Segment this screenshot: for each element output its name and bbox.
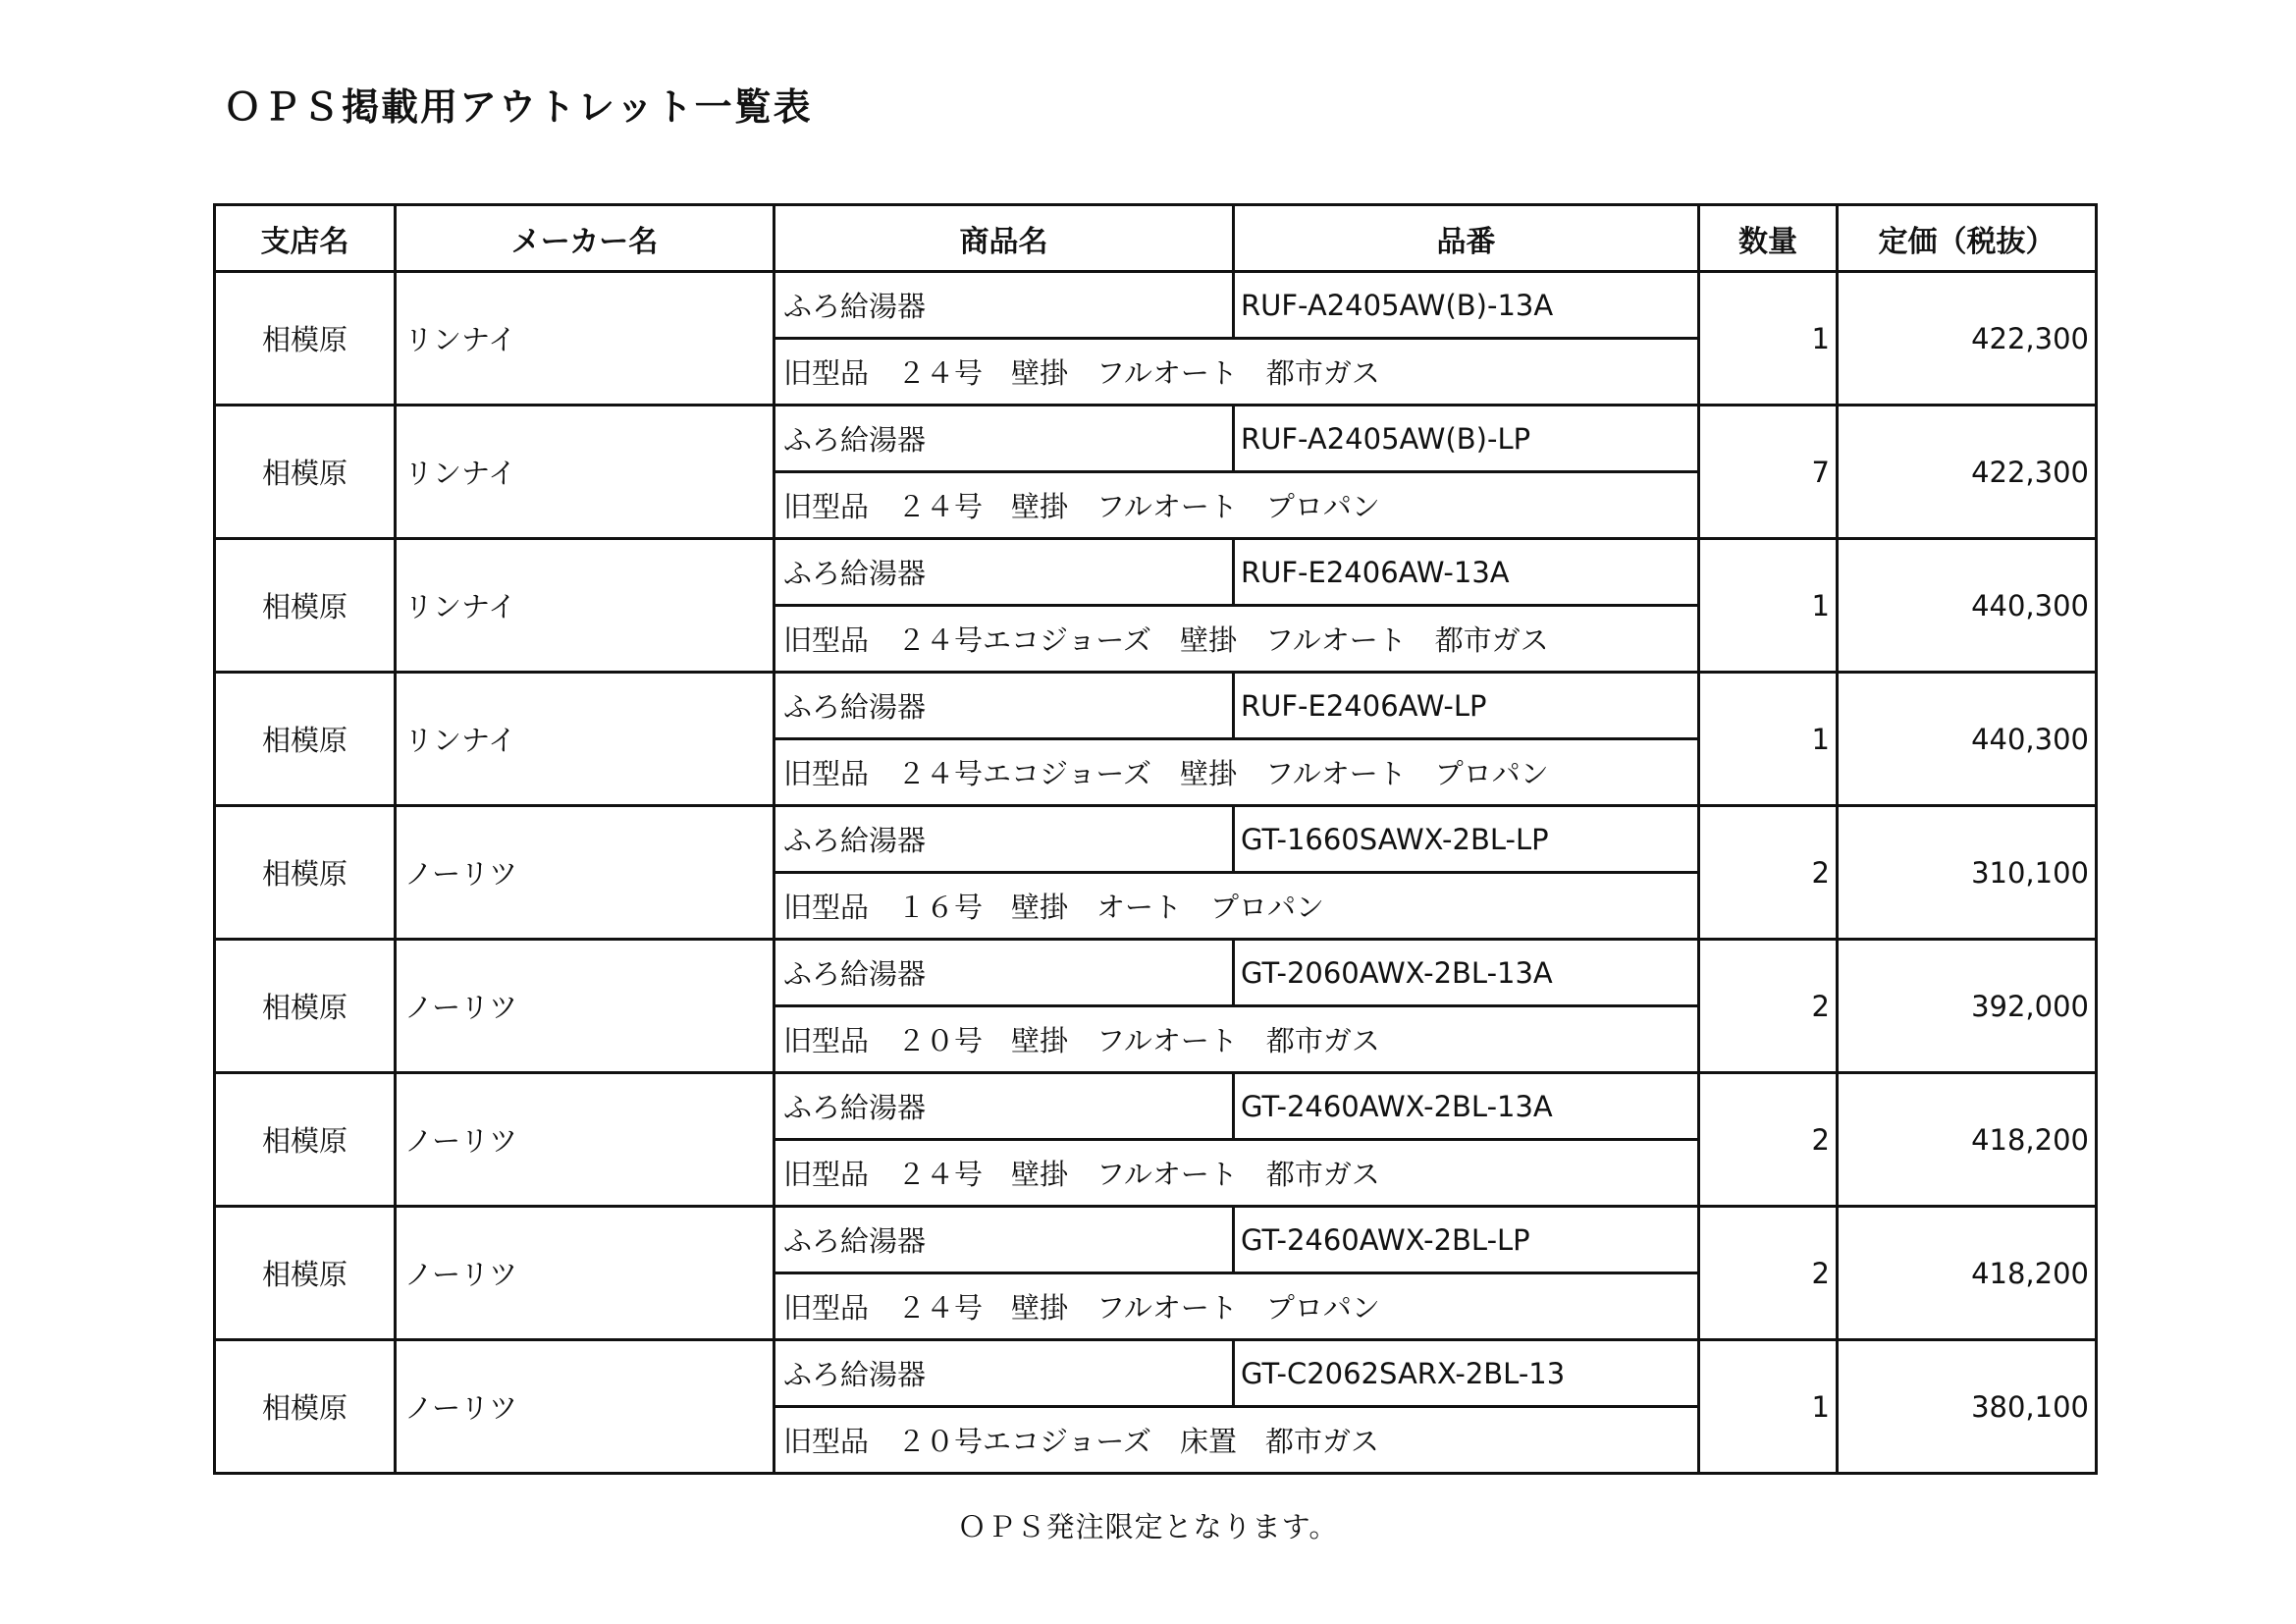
cell-model: GT-2060AWX-2BL-13A bbox=[1234, 940, 1699, 1006]
cell-price: 418,200 bbox=[1838, 1207, 2097, 1340]
outlet-table bbox=[213, 203, 2098, 1475]
cell-price: 418,200 bbox=[1838, 1073, 2097, 1207]
cell-description: 旧型品 ２４号 壁掛 フルオート 都市ガス bbox=[774, 339, 1699, 406]
cell-branch: 相模原 bbox=[215, 1340, 396, 1474]
cell-qty: 1 bbox=[1699, 1340, 1838, 1474]
cell-description: 旧型品 ２０号 壁掛 フルオート 都市ガス bbox=[774, 1006, 1699, 1073]
cell-product: ふろ給湯器 bbox=[774, 806, 1234, 873]
cell-model: GT-1660SAWX-2BL-LP bbox=[1234, 806, 1699, 873]
cell-model: RUF-A2405AW(B)-13A bbox=[1234, 272, 1699, 339]
cell-maker: リンナイ bbox=[396, 406, 774, 539]
cell-branch: 相模原 bbox=[215, 940, 396, 1073]
cell-price: 422,300 bbox=[1838, 406, 2097, 539]
table-row bbox=[215, 1340, 2097, 1407]
cell-qty: 1 bbox=[1699, 539, 1838, 673]
table-body bbox=[215, 272, 2097, 1474]
cell-maker: ノーリツ bbox=[396, 1073, 774, 1207]
table-row bbox=[215, 272, 2097, 339]
cell-branch: 相模原 bbox=[215, 673, 396, 806]
cell-price: 380,100 bbox=[1838, 1340, 2097, 1474]
cell-maker: リンナイ bbox=[396, 539, 774, 673]
cell-description: 旧型品 ２４号 壁掛 フルオート 都市ガス bbox=[774, 1140, 1699, 1207]
cell-qty: 2 bbox=[1699, 1073, 1838, 1207]
cell-price: 310,100 bbox=[1838, 806, 2097, 940]
footnote: ＯＰＳ発注限定となります。 bbox=[957, 1510, 1339, 1543]
table-row bbox=[215, 1073, 2097, 1140]
cell-product: ふろ給湯器 bbox=[774, 1207, 1234, 1273]
cell-product: ふろ給湯器 bbox=[774, 406, 1234, 472]
table-row bbox=[215, 940, 2097, 1006]
header-price: 定価（税抜） bbox=[1838, 205, 2097, 272]
cell-description: 旧型品 ２４号エコジョーズ 壁掛 フルオート 都市ガス bbox=[774, 606, 1699, 673]
cell-product: ふろ給湯器 bbox=[774, 272, 1234, 339]
cell-maker: ノーリツ bbox=[396, 1207, 774, 1340]
cell-branch: 相模原 bbox=[215, 1073, 396, 1207]
cell-product: ふろ給湯器 bbox=[774, 673, 1234, 739]
cell-description: 旧型品 ２４号エコジョーズ 壁掛 フルオート プロパン bbox=[774, 739, 1699, 806]
cell-product: ふろ給湯器 bbox=[774, 940, 1234, 1006]
cell-branch: 相模原 bbox=[215, 272, 396, 406]
cell-description: 旧型品 ２４号 壁掛 フルオート プロパン bbox=[774, 472, 1699, 539]
cell-maker: ノーリツ bbox=[396, 806, 774, 940]
cell-maker: リンナイ bbox=[396, 673, 774, 806]
cell-product: ふろ給湯器 bbox=[774, 539, 1234, 606]
cell-model: GT-2460AWX-2BL-13A bbox=[1234, 1073, 1699, 1140]
header-qty: 数量 bbox=[1699, 205, 1838, 272]
header-model: 品番 bbox=[1234, 205, 1699, 272]
cell-qty: 7 bbox=[1699, 406, 1838, 539]
cell-branch: 相模原 bbox=[215, 1207, 396, 1340]
cell-qty: 1 bbox=[1699, 673, 1838, 806]
cell-maker: リンナイ bbox=[396, 272, 774, 406]
cell-qty: 2 bbox=[1699, 940, 1838, 1073]
table-row bbox=[215, 539, 2097, 606]
cell-model: RUF-E2406AW-13A bbox=[1234, 539, 1699, 606]
page-title: ＯＰＳ掲載用アウトレット一覧表 bbox=[224, 85, 813, 129]
cell-maker: ノーリツ bbox=[396, 940, 774, 1073]
cell-price: 440,300 bbox=[1838, 539, 2097, 673]
table-row bbox=[215, 806, 2097, 873]
table-row bbox=[215, 673, 2097, 739]
cell-description: 旧型品 ２４号 壁掛 フルオート プロパン bbox=[774, 1273, 1699, 1340]
cell-qty: 1 bbox=[1699, 272, 1838, 406]
cell-price: 440,300 bbox=[1838, 673, 2097, 806]
cell-description: 旧型品 １６号 壁掛 オート プロパン bbox=[774, 873, 1699, 940]
table-row bbox=[215, 406, 2097, 472]
cell-product: ふろ給湯器 bbox=[774, 1340, 1234, 1407]
cell-model: GT-2460AWX-2BL-LP bbox=[1234, 1207, 1699, 1273]
header-product: 商品名 bbox=[774, 205, 1234, 272]
header-maker: メーカー名 bbox=[396, 205, 774, 272]
cell-description: 旧型品 ２０号エコジョーズ 床置 都市ガス bbox=[774, 1407, 1699, 1474]
table-header-row bbox=[215, 205, 2097, 272]
cell-price: 422,300 bbox=[1838, 272, 2097, 406]
cell-branch: 相模原 bbox=[215, 539, 396, 673]
cell-branch: 相模原 bbox=[215, 806, 396, 940]
table-row bbox=[215, 1207, 2097, 1273]
cell-model: GT-C2062SARX-2BL-13 bbox=[1234, 1340, 1699, 1407]
cell-model: RUF-A2405AW(B)-LP bbox=[1234, 406, 1699, 472]
cell-product: ふろ給湯器 bbox=[774, 1073, 1234, 1140]
cell-maker: ノーリツ bbox=[396, 1340, 774, 1474]
cell-model: RUF-E2406AW-LP bbox=[1234, 673, 1699, 739]
cell-qty: 2 bbox=[1699, 806, 1838, 940]
cell-branch: 相模原 bbox=[215, 406, 396, 539]
header-branch: 支店名 bbox=[215, 205, 396, 272]
cell-price: 392,000 bbox=[1838, 940, 2097, 1073]
cell-qty: 2 bbox=[1699, 1207, 1838, 1340]
